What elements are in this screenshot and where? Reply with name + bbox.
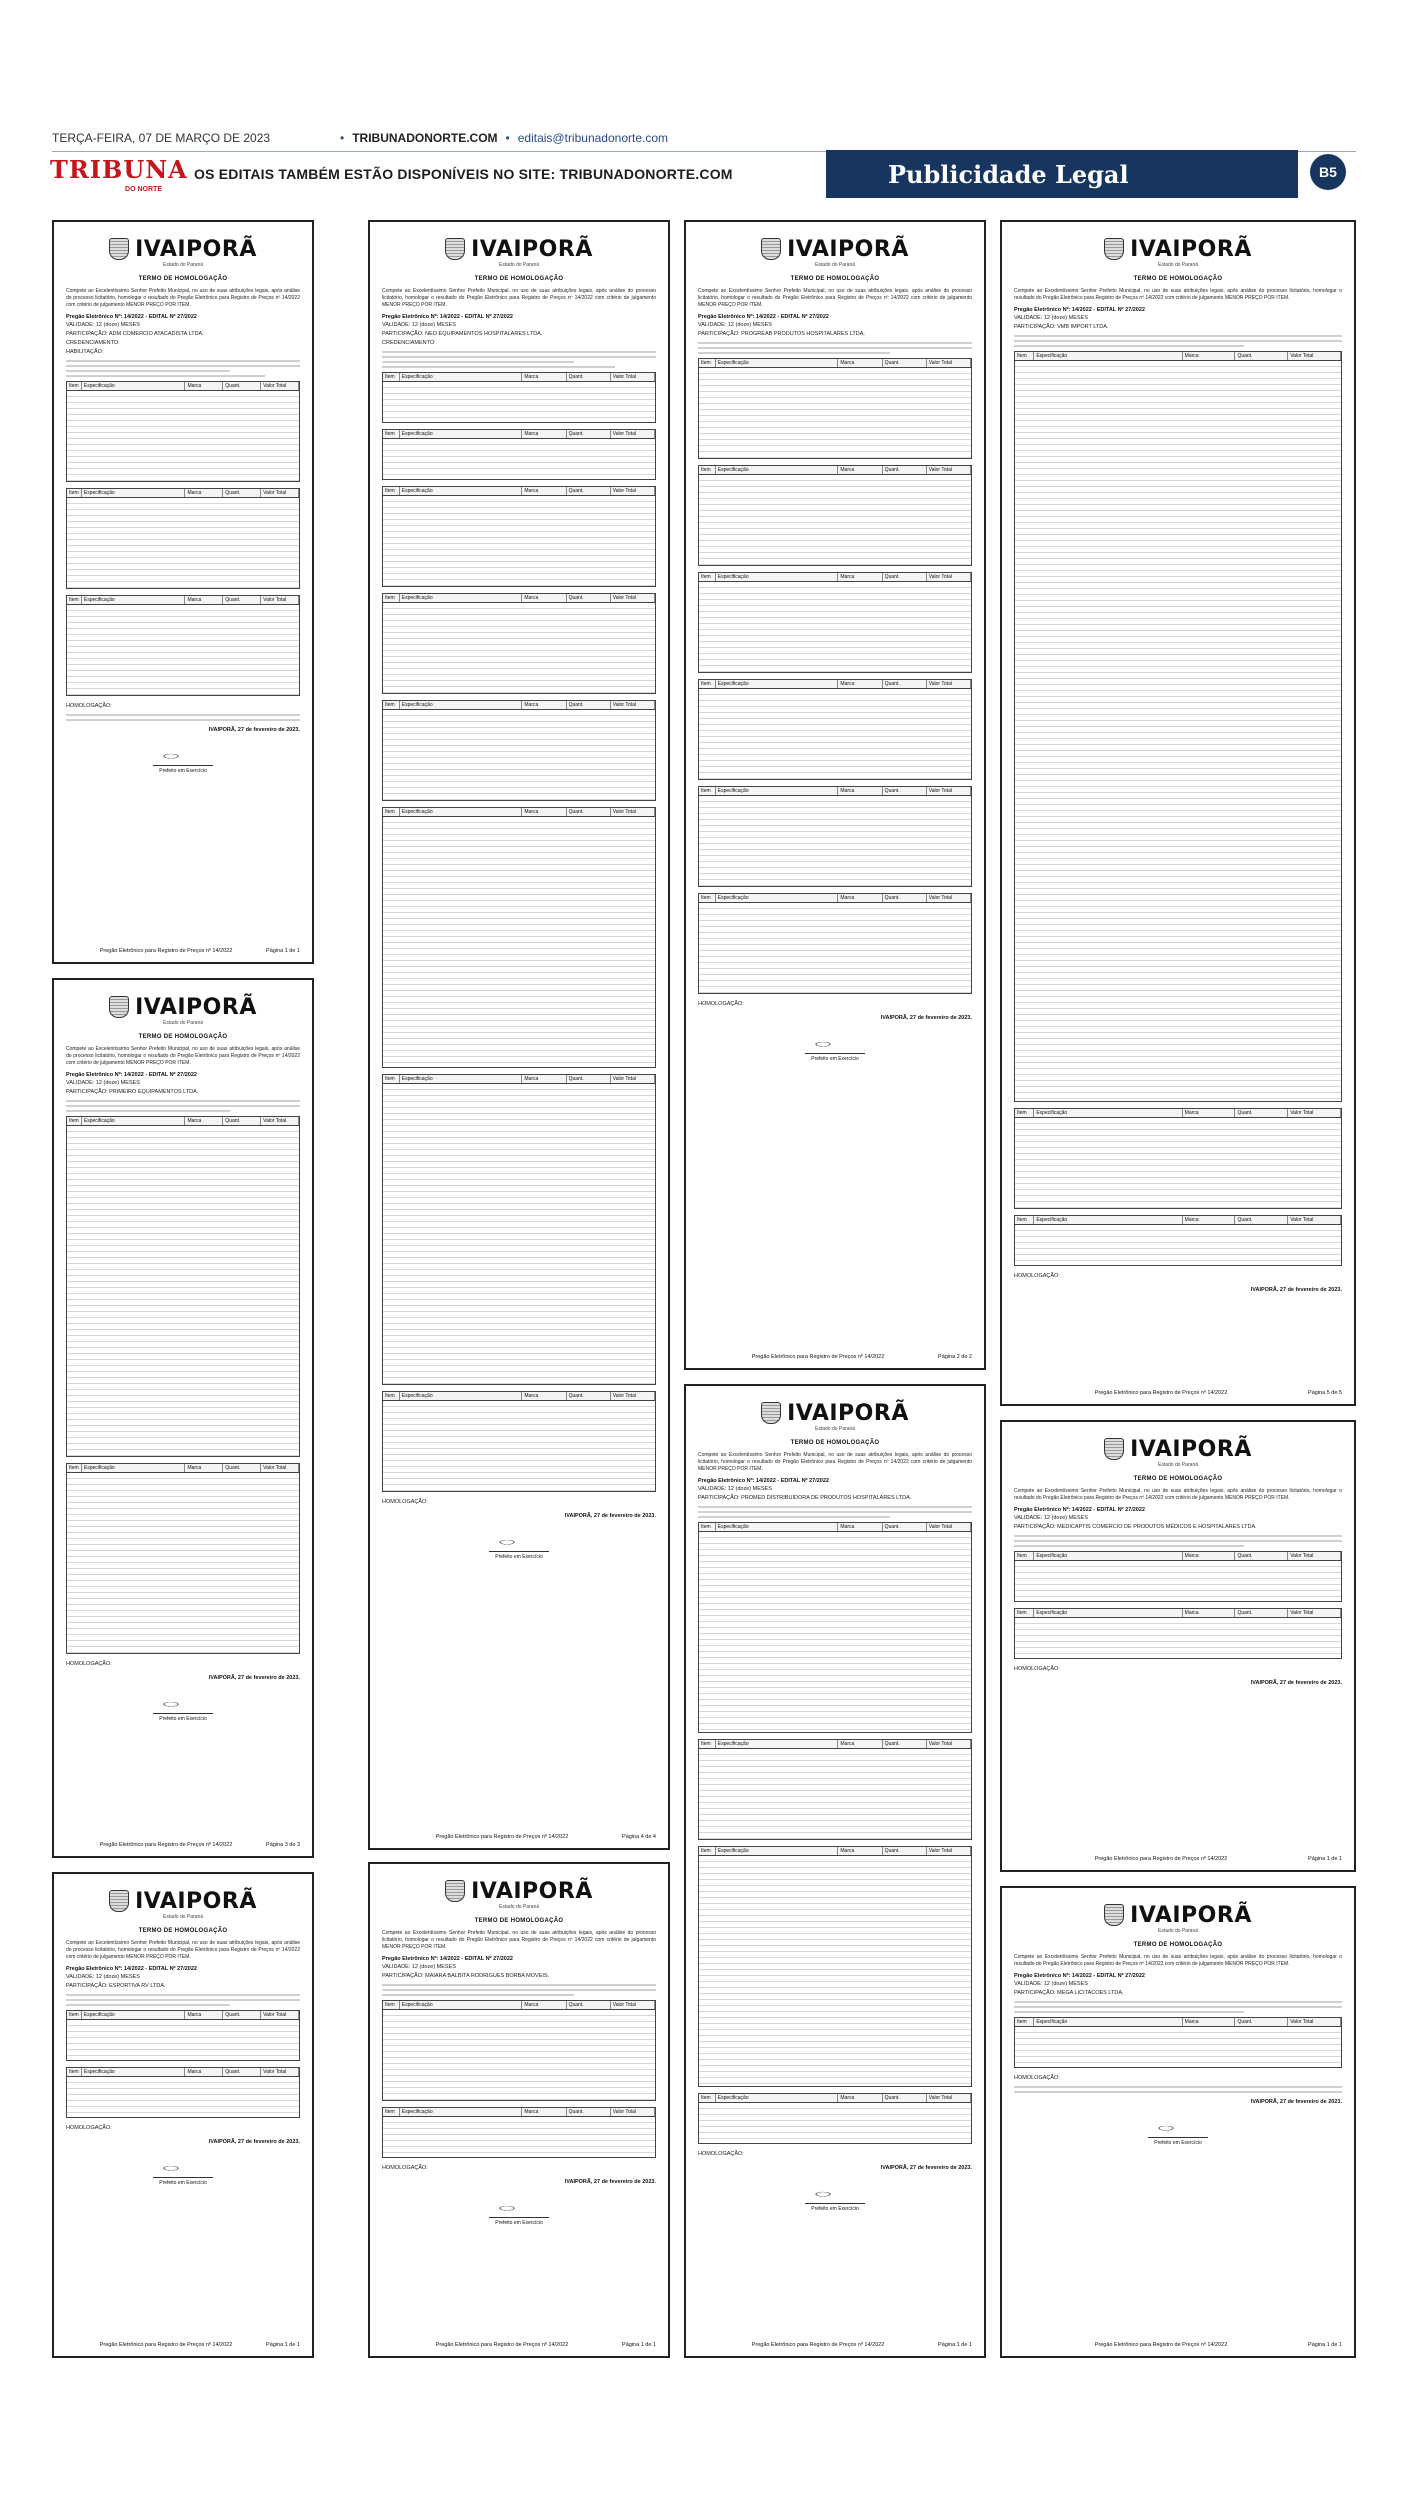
notice-panel: IVAIPORÃ Estado do Paraná TERMO DE HOMOLOGAÇÃO Compete ao Excelentíssimo Senhor Prefeito Municipal, no uso de suas atribuições legais, após análise do processo licitatório, homologar o resultado do Pregão Eletrônico para Registro de Preços nº 14/2022 com critério de julgamento MENOR PREÇO POR ITEM. Pregão Eletrônico Nº: 14/2022 - EDITAL Nº 27/2022 VALIDADE: 12 (doze) MESES PARTICIPAÇÃO: VMB IMPORT LTDA. Item Especificação Marca Quant. Valor Total Item Especificação Marca Quant. Valor Total Item Especificação Marca Quant. Valor Total HOMOLOGAÇÃO: IVAIPORÃ, 27 de fevereiro de 2023. Pregão Eletrônico para Registro de Preços nº 14/2022 Página 5 de 5 xyxy=(1000,220,1356,1406)
notice-panel: IVAIPORÃ Estado do Paraná TERMO DE HOMOLOGAÇÃO Compete ao Excelentíssimo Senhor Prefeito Municipal, no uso de suas atribuições legais, após análise do processo licitatório, homologar o resultado do Pregão Eletrônico para Registro de Preços nº 14/2022 com critério de julgamento MENOR PREÇO POR ITEM. Pregão Eletrônico Nº: 14/2022 - EDITAL Nº 27/2022 VALIDADE: 12 (doze) MESES PARTICIPAÇÃO: PRIMEIRO EQUIPAMENTOS LTDA. Item Especificação Marca Quant. Valor Total Item Especificação Marca Quant. Valor Total HOMOLOGAÇÃO: IVAIPORÃ, 27 de fevereiro de 2023. Prefeito em Exercício Pregão Eletrônico para Registro de Preços nº 14/2022 Página 3 de 3 xyxy=(52,978,314,1858)
items-table: Item Especificação Marca Quant. Valor Total xyxy=(1014,1215,1342,1266)
section-banner: Publicidade Legal xyxy=(826,150,1298,198)
newspaper-logo: TRIBUNA DO NORTE xyxy=(50,155,188,193)
winning-firm: PROGREAB PRODUTOS HOSPITALARES LTDA. xyxy=(741,331,865,337)
coat-of-arms-icon xyxy=(445,238,465,260)
items-table: Item Especificação Marca Quant. Valor Total xyxy=(698,679,972,780)
items-table: Item Especificação Marca Quant. Valor Total xyxy=(382,807,656,1068)
items-table: Item Especificação Marca Quant. Valor Total xyxy=(1014,1551,1342,1602)
habilitation-label: HABILITAÇÃO: xyxy=(66,349,104,355)
items-table: Item Especificação Marca Quant. Valor Total xyxy=(698,1522,972,1733)
items-table: Item Especificação Marca Quant. Valor Total xyxy=(1014,1608,1342,1659)
winning-firm: MAIARA BALBITA RODRIGUES BORBA MOVEIS. xyxy=(425,1973,550,1979)
notice-panel: IVAIPORÃ Estado do Paraná TERMO DE HOMOLOGAÇÃO Compete ao Excelentíssimo Senhor Prefeito Municipal, no uso de suas atribuições legais, após análise do processo licitatório, homologar o resultado do Pregão Eletrônico para Registro de Preços nº 14/2022 com critério de julgamento MENOR PREÇO POR ITEM. Pregão Eletrônico Nº: 14/2022 - EDITAL Nº 27/2022 VALIDADE: 12 (doze) MESES PARTICIPAÇÃO: MEDICAPTIS COMÉRCIO DE PRODUTOS MÉDICOS E HOSPITALARES LTDA. Item Especificação Marca Quant. Valor Total Item Especificação Marca Quant. Valor Total HOMOLOGAÇÃO: IVAIPORÃ, 27 de fevereiro de 2023. Pregão Eletrônico para Registro de Preços nº 14/2022 Página 1 de 1 xyxy=(1000,1420,1356,1872)
edition-date: TERÇA-FEIRA, 07 DE MARÇO DE 2023 xyxy=(52,131,271,145)
notice-panel: IVAIPORÃ Estado do Paraná TERMO DE HOMOLOGAÇÃO Compete ao Excelentíssimo Senhor Prefeito Municipal, no uso de suas atribuições legais, após análise do processo licitatório, homologar o resultado do Pregão Eletrônico para Registro de Preços nº 14/2022 com critério de julgamento MENOR PREÇO POR ITEM. Pregão Eletrônico Nº: 14/2022 - EDITAL Nº 27/2022 VALIDADE: 12 (doze) MESES PARTICIPAÇÃO: NEO EQUIPAMENTOS HOSPITALARES LTDA. CREDENCIAMENTO: Item Especificação Marca Quant. Valor Total Item Especificação Marca Quant. Valor Total Item Especificação Marca Quant. Valor Total Item Especificação Marca Quant. Valor Total Item Especificação Marca Quant. Valor Total Item Especificação Marca Quant. Valor Total Item Especificação Marca Quant. Valor Total Item Especificação Marca Quant. Valor Total HOMOLOGAÇÃO: IVAIPORÃ, 27 de fevereiro de 2023. Prefeito em Exercício Pregão Eletrônico para Registro de Preços nº 14/2022 Página 4 de 4 xyxy=(368,220,670,1850)
bullet-icon: • xyxy=(505,131,510,145)
panel-footer: Pregão Eletrônico para Registro de Preços nº 14/2022 Página 1 de 1 xyxy=(99,948,300,954)
items-table: Item Especificação Marca Quant. Valor Total xyxy=(66,381,300,482)
items-table: Item Especificação Marca Quant. Valor Total xyxy=(382,1074,656,1385)
signature-image xyxy=(153,1691,213,1714)
winning-firm: VMB IMPORT LTDA. xyxy=(1057,324,1109,330)
winning-firm: PROMED DISTRIBUIDORA DE PRODUTOS HOSPITALARES LTDA. xyxy=(741,1495,912,1501)
page-number-badge: B5 xyxy=(1310,154,1346,190)
items-table: Item Especificação Marca Quant. Valor Total xyxy=(382,1391,656,1492)
winning-firm: ESPORTIVA RV LTDA. xyxy=(109,1983,166,1989)
items-table: Item Especificação Marca Quant. Valor Total xyxy=(66,595,300,696)
notice-panel xyxy=(52,220,314,964)
items-table: Item Especificação Marca Quant. Valor Total xyxy=(382,429,656,480)
items-table: Item Especificação Marca Quant. Valor Total xyxy=(698,465,972,566)
municipal-crest: IVAIPORÃ xyxy=(66,234,300,264)
notice-panel: IVAIPORÃ Estado do Paraná TERMO DE HOMOLOGAÇÃO Compete ao Excelentíssimo Senhor Prefeito Municipal, no uso de suas atribuições legais, após análise do processo licitatório, homologar o resultado do Pregão Eletrônico para Registro de Preços nº 14/2022 com critério de julgamento MENOR PREÇO POR ITEM. Pregão Eletrônico Nº: 14/2022 - EDITAL Nº 27/2022 VALIDADE: 12 (doze) MESES PARTICIPAÇÃO: MAIARA BALBITA RODRIGUES BORBA MOVEIS. Item Especificação Marca Quant. Valor Total Item Especificação Marca Quant. Valor Total HOMOLOGAÇÃO: IVAIPORÃ, 27 de fevereiro de 2023. Prefeito em Exercício Pregão Eletrônico para Registro de Preços nº 14/2022 Página 1 de 1 xyxy=(368,1862,670,2358)
notice-panel: IVAIPORÃ Estado do Paraná TERMO DE HOMOLOGAÇÃO Compete ao Excelentíssimo Senhor Prefeito Municipal, no uso de suas atribuições legais, após análise do processo licitatório, homologar o resultado do Pregão Eletrônico para Registro de Preços nº 14/2022 com critério de julgamento MENOR PREÇO POR ITEM. Pregão Eletrônico Nº: 14/2022 - EDITAL Nº 27/2022 VALIDADE: 12 (doze) MESES PARTICIPAÇÃO: PROMED DISTRIBUIDORA DE PRODUTOS HOSPITALARES LTDA. Item Especificação Marca Quant. Valor Total Item Especificação Marca Quant. Valor Total Item Especificação Marca Quant. Valor Total Item Especificação Marca Quant. Valor Total HOMOLOGAÇÃO: IVAIPORÃ, 27 de fevereiro de 2023. Prefeito em Exercício Pregão Eletrônico para Registro de Preços nº 14/2022 Página 1 de 1 xyxy=(684,1384,986,2358)
notice-panel: IVAIPORÃ Estado do Paraná TERMO DE HOMOLOGAÇÃO Compete ao Excelentíssimo Senhor Prefeito Municipal, no uso de suas atribuições legais, após análise do processo licitatório, homologar o resultado do Pregão Eletrônico para Registro de Preços nº 14/2022 com critério de julgamento MENOR PREÇO POR ITEM. Pregão Eletrônico Nº: 14/2022 - EDITAL Nº 27/2022 VALIDADE: 12 (doze) MESES PARTICIPAÇÃO: MEGA LICITACOES LTDA. Item Especificação Marca Quant. Valor Total HOMOLOGAÇÃO: IVAIPORÃ, 27 de fevereiro de 2023. Prefeito em Exercício Pregão Eletrônico para Registro de Preços nº 14/2022 Página 1 de 1 xyxy=(1000,1886,1356,2358)
items-table: Item Especificação Marca Quant. Valor Total xyxy=(66,1463,300,1654)
items-table: Item Especificação Marca Quant. Valor Total xyxy=(382,700,656,801)
accreditation-label: CREDENCIAMENTO: xyxy=(66,340,120,346)
items-table: Item Especificação Marca Quant. Valor Total xyxy=(382,2000,656,2101)
signature-image xyxy=(153,2155,213,2178)
site-link[interactable]: TRIBUNADONORTE.COM xyxy=(352,131,498,145)
signature-block: Prefeito em Exercício xyxy=(66,743,300,774)
items-table: Item Especificação Marca Quant. Valor Total xyxy=(66,1116,300,1457)
email-link[interactable]: editais@tribunadonorte.com xyxy=(517,131,668,145)
signature-image xyxy=(805,1031,865,1054)
items-table: Item Especificação Marca Quant. Valor Total xyxy=(1014,2017,1342,2068)
coat-of-arms-icon xyxy=(445,1880,465,1902)
items-table: Item Especificação Marca Quant. Valor Total xyxy=(1014,351,1342,1102)
items-table: Item Especificação Marca Quant. Valor Total xyxy=(698,358,972,459)
masthead xyxy=(50,154,1356,194)
winning-firm: MEGA LICITACOES LTDA. xyxy=(1057,1990,1124,1996)
winning-firm: NEO EQUIPAMENTOS HOSPITALARES LTDA. xyxy=(425,331,543,337)
notice-panel: IVAIPORÃ Estado do Paraná TERMO DE HOMOLOGAÇÃO Compete ao Excelentíssimo Senhor Prefeito Municipal, no uso de suas atribuições legais, após análise do processo licitatório, homologar o resultado do Pregão Eletrônico para Registro de Preços nº 14/2022 com critério de julgamento MENOR PREÇO POR ITEM. Pregão Eletrônico Nº: 14/2022 - EDITAL Nº 27/2022 VALIDADE: 12 (doze) MESES PARTICIPAÇÃO: PROGREAB PRODUTOS HOSPITALARES LTDA. Item Especificação Marca Quant. Valor Total Item Especificação Marca Quant. Valor Total Item Especificação Marca Quant. Valor Total Item Especificação Marca Quant. Valor Total Item Especificação Marca Quant. Valor Total Item Especificação Marca Quant. Valor Total HOMOLOGAÇÃO: IVAIPORÃ, 27 de fevereiro de 2023. Prefeito em Exercício Pregão Eletrônico para Registro de Preços nº 14/2022 Página 2 de 2 xyxy=(684,220,986,1370)
items-table: Item Especificação Marca Quant. Valor Total xyxy=(698,1739,972,1840)
signature-image xyxy=(153,743,213,766)
items-table: Item Especificação Marca Quant. Valor Total xyxy=(1014,1108,1342,1209)
top-info-bar xyxy=(52,128,1356,148)
notice-panel: IVAIPORÃ Estado do Paraná TERMO DE HOMOLOGAÇÃO Compete ao Excelentíssimo Senhor Prefeito Municipal, no uso de suas atribuições legais, após análise do processo licitatório, homologar o resultado do Pregão Eletrônico para Registro de Preços nº 14/2022 com critério de julgamento MENOR PREÇO POR ITEM. Pregão Eletrônico Nº: 14/2022 - EDITAL Nº 27/2022 VALIDADE: 12 (doze) MESES PARTICIPAÇÃO: ESPORTIVA RV LTDA. Item Especificação Marca Quant. Valor Total Item Especificação Marca Quant. Valor Total HOMOLOGAÇÃO: IVAIPORÃ, 27 de fevereiro de 2023. Prefeito em Exercício Pregão Eletrônico para Registro de Preços nº 14/2022 Página 1 de 1 xyxy=(52,1872,314,2358)
coat-of-arms-icon xyxy=(1104,1438,1124,1460)
items-table: Item Especificação Marca Quant. Valor Total xyxy=(698,2093,972,2144)
winning-firm: MEDICAPTIS COMÉRCIO DE PRODUTOS MÉDICOS E HOSPITALARES LTDA. xyxy=(1057,1524,1257,1530)
signature-image xyxy=(489,1529,549,1552)
items-table: Item Especificação Marca Quant. Valor Total xyxy=(382,2107,656,2158)
signature-image xyxy=(805,2181,865,2204)
coat-of-arms-icon xyxy=(1104,238,1124,260)
participation-label: PARTICIPAÇÃO: xyxy=(66,331,108,337)
bullet-icon: • xyxy=(340,131,345,145)
notice-intro: Compete ao Excelentíssimo Senhor Prefeito Municipal, no uso de suas atribuições legais, após análise do processo licitatório, homologar o resultado do Pregão Eletrônico para Registro de Preços nº 14/2022 com critério de julgamento MENOR PREÇO POR ITEM. xyxy=(66,288,300,308)
items-table: Item Especificação Marca Quant. Valor Total xyxy=(66,2067,300,2118)
winning-firm: PRIMEIRO EQUIPAMENTOS LTDA. xyxy=(109,1089,199,1095)
coat-of-arms-icon xyxy=(109,996,129,1018)
crest-subtitle: Estado do Paraná xyxy=(162,262,204,268)
items-table: Item Especificação Marca Quant. Valor Total xyxy=(382,486,656,587)
homologation-label: HOMOLOGAÇÃO: xyxy=(66,703,112,709)
items-table: Item Especificação Marca Quant. Valor Total xyxy=(698,786,972,887)
signature-image xyxy=(489,2195,549,2218)
coat-of-arms-icon xyxy=(761,238,781,260)
place-date: IVAIPORÃ, 27 de fevereiro de 2023. xyxy=(208,727,300,733)
items-table: Item Especificação Marca Quant. Valor Total xyxy=(382,372,656,423)
signature-image xyxy=(1148,2115,1208,2138)
body-text xyxy=(66,360,300,377)
items-table: Item Especificação Marca Quant. Valor Total xyxy=(698,572,972,673)
process-number: Pregão Eletrônico Nº: 14/2022 - EDITAL Nº 27/2022 xyxy=(66,314,197,320)
validity: VALIDADE: 12 (doze) MESES xyxy=(66,322,140,328)
items-table: Item Especificação Marca Quant. Valor Total xyxy=(382,593,656,694)
online-notice: OS EDITAIS TAMBÉM ESTÃO DISPONÍVEIS NO SITE: TRIBUNADONORTE.COM xyxy=(194,166,733,182)
coat-of-arms-icon xyxy=(109,238,129,260)
notice-title: TERMO DE HOMOLOGAÇÃO xyxy=(138,276,228,282)
items-table: Item Especificação Marca Quant. Valor Total xyxy=(66,488,300,589)
coat-of-arms-icon xyxy=(109,1890,129,1912)
winning-firm: ADM COMERCIO ATACADISTA LTDA. xyxy=(108,331,204,337)
items-table: Item Especificação Marca Quant. Valor Total xyxy=(698,1846,972,2087)
items-table: Item Especificação Marca Quant. Valor Total xyxy=(698,893,972,994)
coat-of-arms-icon xyxy=(1104,1904,1124,1926)
items-table: Item Especificação Marca Quant. Valor Total xyxy=(66,2010,300,2061)
coat-of-arms-icon xyxy=(761,1402,781,1424)
